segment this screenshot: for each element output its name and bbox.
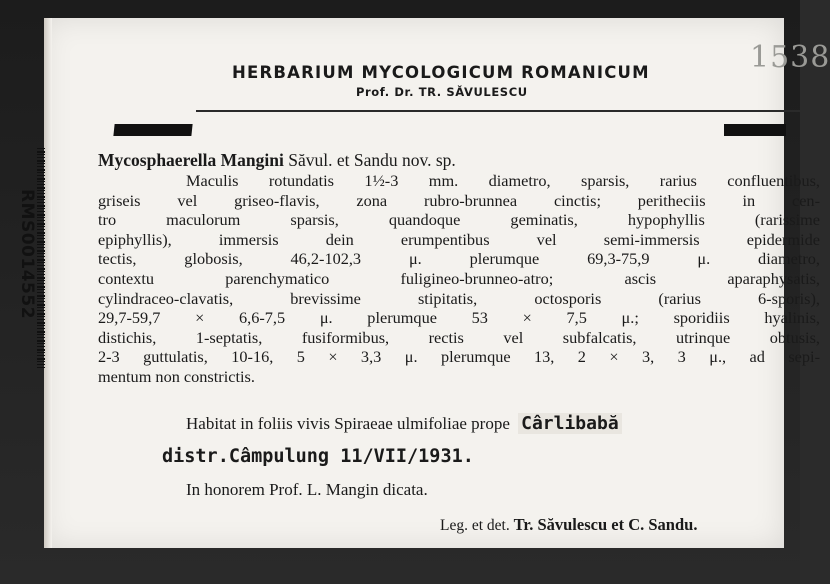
description-line: 2-3 guttulatis, 10-16, 5 × 3,3 μ. plerumque 13, 2 × 3, 3 μ., ad sepi-: [98, 347, 820, 367]
collector-line: [440, 515, 697, 535]
herbarium-title: HERBARIUM MYCOLOGICUM ROMANICUM: [232, 63, 650, 82]
redaction-mark-left: [113, 124, 192, 136]
barcode-text: RMS0014552: [17, 188, 37, 320]
collector-names: Tr. Săvulescu et C. Sandu.: [513, 515, 698, 534]
species-description: [98, 171, 820, 387]
herbarium-label: [44, 18, 830, 548]
habitat-district-typed: distr.Câmpulung 11/VII/1931.: [162, 446, 474, 467]
description-line: tectis, globosis, 46,2-102,3 μ. plerumque 69,3-75,9 μ. diametro,: [98, 249, 820, 269]
habitat-printed: Habitat in foliis vivis Spiraeae ulmifoliae prope: [186, 414, 510, 433]
catalog-number: 1538: [750, 40, 830, 75]
species-heading: [98, 150, 456, 171]
description-line: distichis, 1-septatis, fusiformibus, rectis vel subfalcatis, utrinque obtusis,: [98, 327, 820, 347]
description-line: tro maculorum sparsis, quandoque geminatis, hypophyllis (rarissime: [98, 210, 820, 230]
barcode: [4, 148, 48, 368]
habitat-line: [186, 413, 622, 434]
herbarium-subtitle: Prof. Dr. TR. SĂVULESCU: [356, 85, 528, 99]
collector-prefix: Leg. et det.: [440, 517, 510, 534]
habitat-locality-typed: Cârlibabă: [518, 413, 622, 434]
description-line: griseis vel griseo-flavis, zona rubro-brunnea cinctis; peritheciis in cen-: [98, 190, 820, 210]
description-line: epiphyllis), immersis dein erumpentibus vel semi-immersis epidermide: [98, 229, 820, 249]
description-line: mentum non constrictis.: [98, 366, 255, 386]
redaction-mark-right: [724, 124, 786, 136]
description-line: 29,7-59,7 × 6,6-7,5 μ. plerumque 53 × 7,5 μ.; sporidiis hyalinis,: [98, 308, 820, 328]
species-name: Mycosphaerella Mangini: [98, 150, 284, 170]
dedication-line: In honorem Prof. L. Mangin dicata.: [186, 480, 428, 499]
description-line: cylindraceo-clavatis, brevissime stipitatis, octosporis (rarius 6-sporis),: [98, 288, 820, 308]
species-authority: Săvul. et Sandu nov. sp.: [288, 150, 456, 170]
barcode-bars: [37, 148, 45, 368]
header-divider: [196, 110, 800, 112]
description-line: Maculis rotundatis 1½-3 mm. diametro, sparsis, rarius confluentibus,: [186, 171, 820, 190]
description-line: contextu parenchymatico fuligineo-brunneo-atro; ascis aparaphysatis,: [98, 268, 820, 288]
